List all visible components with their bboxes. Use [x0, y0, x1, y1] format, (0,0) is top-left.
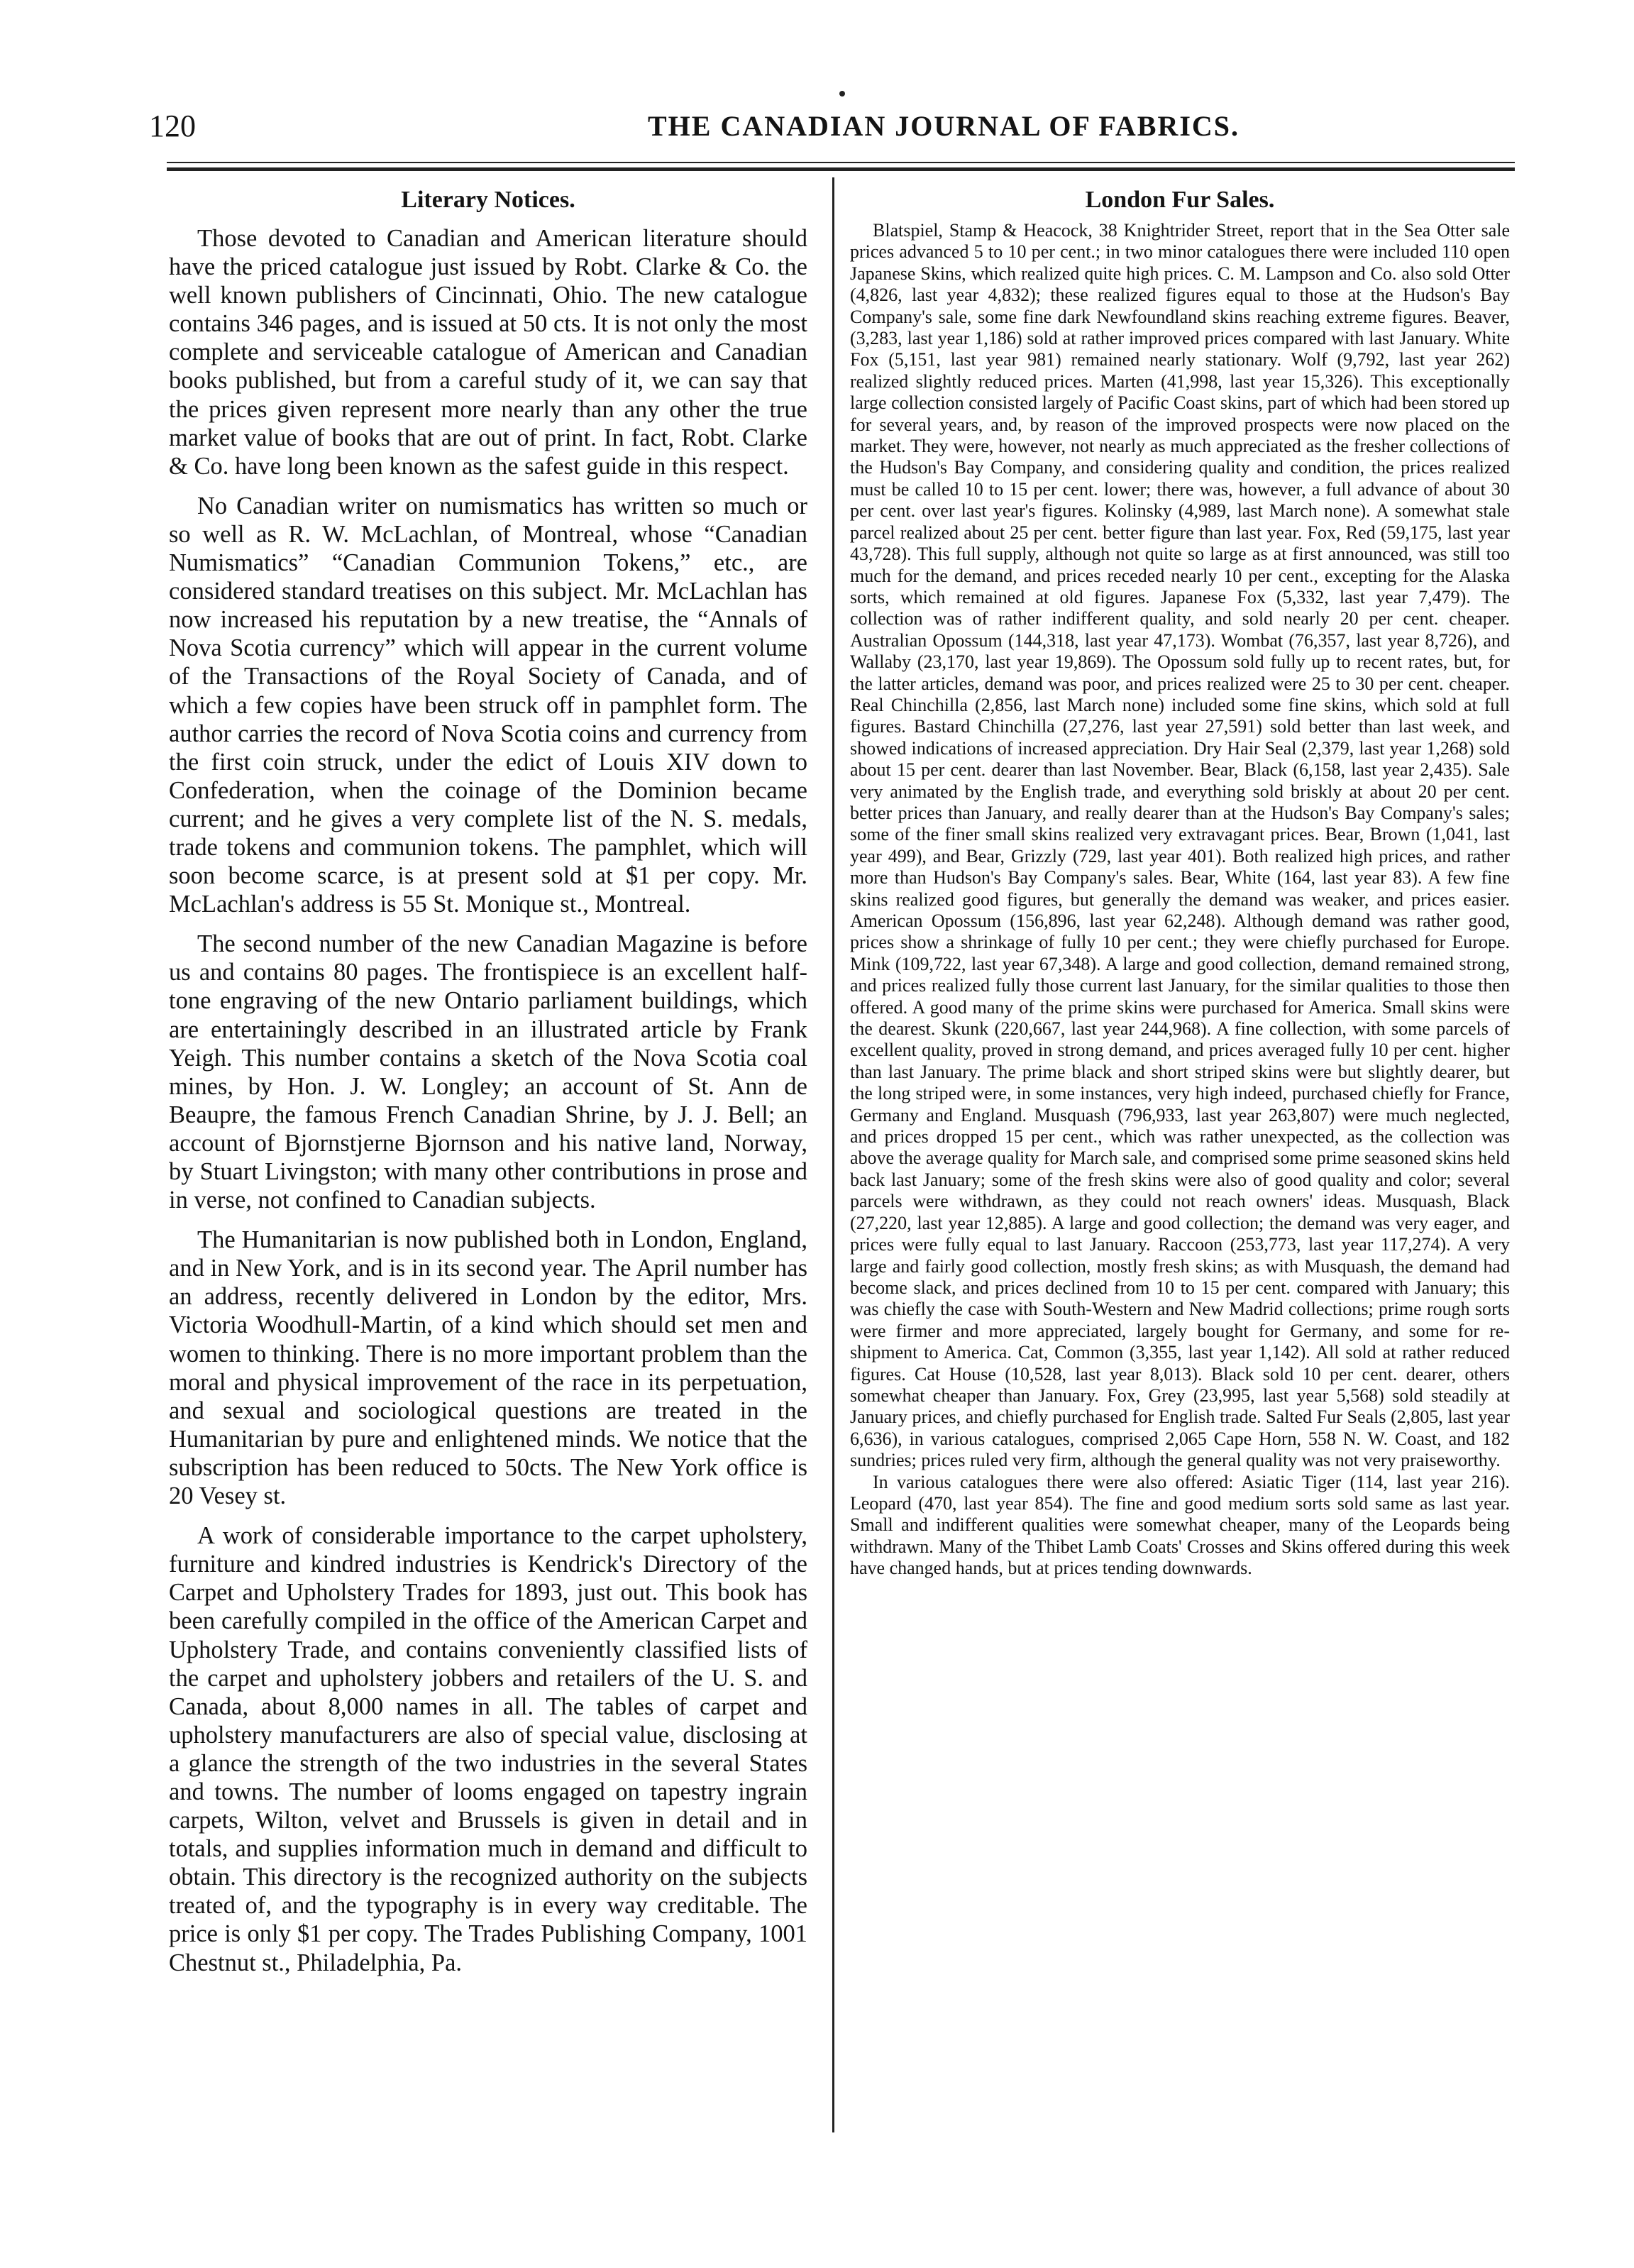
notice-kendrick-directory: A work of considerable importance to the carpet upholstery, furniture and kindred industries is Kendrick's Directory of the Carpet and Upholstery Trades for 1893, just out. This book has been carefully compiled in the office of the American Carpet and Upholstery Trade, and contains conveniently classified lists of the carpet and upholstery jobbers and retailers of the U. S. and Canada, about 8,000 names in all. The tables of carpet and upholstery manufacturers are also of special value, disclosing at a glance the strength of the two industries in the several States and towns. The number of looms engaged on tapestry ingrain carpets, Wilton, velvet and Brussels is given in detail and in totals, and supplies information much in demand and difficult to obtain. This directory is the recognized authority on the subjects treated of, and the typography is in every way creditable. The price is only $1 per copy. The Trades Publishing Company, 1001 Chestnut st., Philadelphia, Pa. — [169, 1522, 807, 1976]
london-fur-sales-heading: London Fur Sales. — [1085, 187, 1275, 213]
header-dot-ornament — [839, 91, 845, 97]
right-column — [850, 186, 1510, 1580]
literary-notices-heading: Literary Notices. — [401, 187, 575, 213]
header-rule-thin — [167, 162, 1515, 163]
notice-mclachlan-numismatics: No Canadian writer on numismatics has written so much or so well as R. W. McLachlan, of Montreal, whose “Canadian Numismatics” “Canadian Communion Tokens,” etc., are considered standard treatises on this subject. Mr. McLachlan has now increased his reputation by a new treatise, the “Annals of Nova Scotia currency” which will appear in the current volume of the Transactions of the Royal Society of Canada, and of which a few copies have been struck off in pamphlet form. The author carries the record of Nova Scotia coins and currency from the first coin struck, under the edict of Louis XIV down to Confederation, when the coinage of the Dominion became current; and he gives a very complete list of the N. S. medals, trade tokens and communion tokens. The pamphlet, which will soon become scarce, is at present sold at $1 per copy. Mr. McLachlan's address is 55 St. Monique st., Montreal. — [169, 492, 807, 918]
journal-title: THE CANADIAN JOURNAL OF FABRICS. — [647, 110, 1240, 142]
notice-clarke-catalogue: Those devoted to Canadian and American literature should have the priced catalogue just issued by Robt. Clarke & Co. the well known publishers of Cincinnati, Ohio. The new catalogue contains 346 pages, and is issued at 50 cts. It is not only the most complete and serviceable catalogue of American and Canadian books published, but from a careful study of it, we can say that the prices given represent more nearly than any other the true market value of books that are out of print. In fact, Robt. Clarke & Co. have long been known as the safest guide in this respect. — [169, 225, 807, 480]
column-divider — [832, 177, 834, 2132]
notice-humanitarian: The Humanitarian is now published both in London, England, and in New York, and is in its second year. The April number has an address, recently delivered in London by the editor, Mrs. Victoria Woodhull-Martin, of a kind which should set men and women to thinking. There is no more important problem than the moral and physical improvement of the race in its perpetuation, and sexual and sociological questions are treated in the Humanitarian by pure and enlightened minds. We notice that the subscription has been reduced to 50cts. The New York office is 20 Vesey st. — [169, 1226, 807, 1510]
header-rule-thick — [167, 167, 1515, 171]
left-column — [169, 186, 807, 1988]
page-header — [149, 105, 1511, 148]
notice-canadian-magazine: The second number of the new Canadian Magazine is before us and contains 80 pages. The frontispiece is an excellent half-tone engraving of the new Ontario parliament buildings, which are entertainingly described in an illustrated article by Frank Yeigh. This number contains a sketch of the Nova Scotia coal mines, by Hon. J. W. Longley; an account of St. Ann de Beaupre, the famous French Canadian Shrine, by J. J. Bell; an account of Bjornstjerne Bjornson and his native land, Norway, by Stuart Livingston; with many other contributions in prose and in verse, not confined to Canadian subjects. — [169, 930, 807, 1214]
fur-sales-various-catalogues: In various catalogues there were also offered: Asiatic Tiger (114, last year 216). Leopard (470, last year 854). The fine and good medium sorts sold same as last year. Small and indifferent qualities were somewhat cheaper, many of the Leopards being withdrawn. Many of the Thibet Lamb Coats' Crosses and Skins offered during this week have changed hands, but at prices tending downwards. — [850, 1471, 1510, 1579]
fur-sales-report: Blatspiel, Stamp & Heacock, 38 Knightrider Street, report that in the Sea Otter sale prices advanced 5 to 10 per cent.; in two minor catalogues there were included 110 open Japanese Skins, which realized quite high prices. C. M. Lampson and Co. also sold Otter (4,826, last year 4,832); these realized figures equal to those at the Hudson's Bay Company's sale, some fine dark Newfoundland skins reaching extreme figures. Beaver, (3,283, last year 1,186) sold at rather improved prices compared with last January. White Fox (5,151, last year 981) remained nearly stationary. Wolf (9,792, last year 262) realized slightly reduced prices. Marten (41,998, last year 15,326). This exceptionally large collection consisted largely of Pacific Coast skins, part of which had been stored up for several years, and, by reason of the improved prospects were now placed on the market. They were, however, not nearly as much appreciated as the fresher collections of the Hudson's Bay Company, and considering quality and condition, the prices realized must be called 10 to 15 per cent. lower; there was, however, a full advance of about 30 per cent. over last year's figures. Kolinsky (4,989, last March none). A somewhat stale parcel realized about 25 per cent. better figure than last year. Fox, Red (59,175, last year 43,728). This full supply, although not quite so large as at first announced, was still too much for the demand, and prices receded nearly 10 per cent., excepting for the Alaska sorts, which remained at old figures. Japanese Fox (5,332, last year 7,479). The collection was of rather indifferent quality, and sold nearly 20 per cent. cheaper. Australian Opossum (144,318, last year 47,173). Wombat (76,357, last year 8,726), and Wallaby (23,170, last year 19,869). The Opossum sold fully up to recent rates, but, for the latter articles, demand was poor, and prices realized were 25 to 30 per cent. cheaper. Real Chinchilla (2,856, last March none) included some fine skins, which sold at full figures. Bastard Chinchilla (27,276, last year 27,591) sold better than last week, and showed indications of increased appreciation. Dry Hair Seal (2,379, last year 1,268) sold about 15 per cent. dearer than last November. Bear, Black (6,158, last year 2,435). Sale very animated by the English trade, and everything sold briskly at about 20 per cent. better prices than January, and really dearer than at the Hudson's Bay Company's sales; some of the finer small skins realized very extravagant prices. Bear, Brown (1,041, last year 499), and Bear, Grizzly (729, last year 401). Both realized high prices, and rather more than Hudson's Bay Company's sales. Bear, White (164, last year 83). A few fine skins realized good figures, but generally the demand was weaker, and prices easier. American Opossum (156,896, last year 62,248). Although demand was rather good, prices show a shrinkage of fully 10 per cent.; they were chiefly purchased for Europe. Mink (109,722, last year 67,348). A large and good collection, demand remained strong, and prices realized fully those current last January, for the similar qualities to those then offered. A good many of the prime skins were purchased for America. Small skins were the dearest. Skunk (220,667, last year 244,968). A fine collection, with some parcels of excellent quality, proved in strong demand, and prices averaged fully 10 per cent. higher than last January. The prime black and short striped skins were but slightly dearer, but the long striped were, in some instances, very high indeed, purchased chiefly for France, Germany and England. Musquash (796,933, last year 263,807) were much neglected, and prices dropped 15 per cent., which was rather unexpected, as the collection was above the average quality for March sale, and comprised some prime seasoned skins held back last January; some of the fresh skins were also of good quality and color; several parcels were withdrawn, as they could not reach owners' ideas. Musquash, Black (27,220, last year 12,885). A large and good collection; the demand was very eager, and prices were fully equal to last January. Raccoon (253,773, last year 117,274). A very large and fairly good collection, mostly fresh skins; as with Musquash, the demand had become slack, and prices declined from 10 to 15 per cent. compared with January; this was chiefly the case with South-Western and New Madrid collections; prime rough sorts were firmer and more appreciated, largely bought for Germany, and some for re-shipment to America. Cat, Common (3,355, last year 1,142). All sold at rather reduced figures. Cat House (10,528, last year 8,013). Black sold 10 per cent. dearer, others somewhat cheaper than January. Fox, Grey (23,995, last year 5,568) sold steadily at January prices, and chiefly purchased for English trade. Salted Fur Seals (2,805, last year 6,636), in various catalogues, comprised 2,065 Cape Horn, 558 N. W. Coast, and 182 sundries; prices ruled very firm, although the general quality was not very praiseworthy. — [850, 220, 1510, 1471]
page-number: 120 — [149, 109, 196, 143]
